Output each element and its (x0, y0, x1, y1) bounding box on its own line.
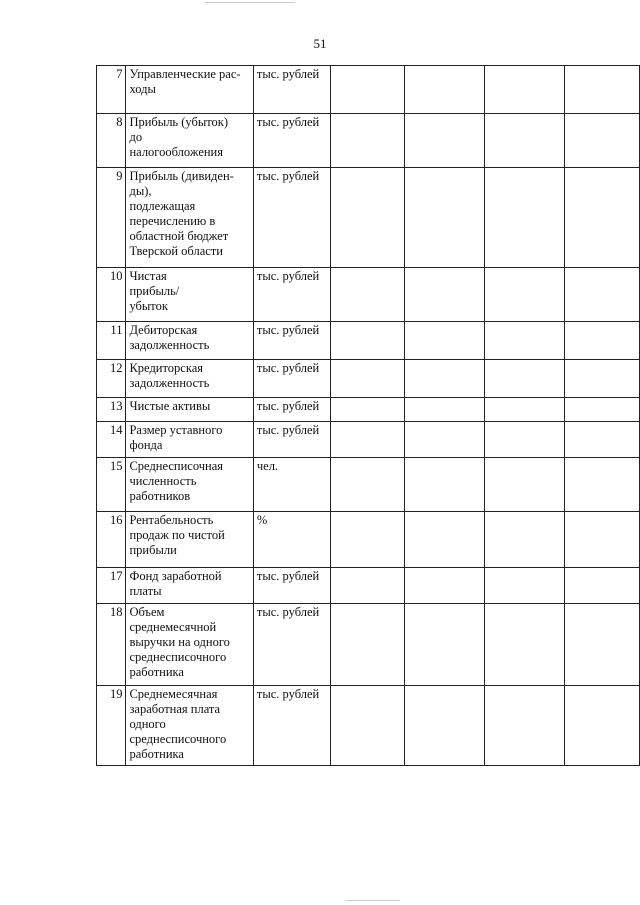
value-cell (485, 268, 565, 322)
value-cell (565, 268, 640, 322)
row-number: 13 (97, 398, 126, 422)
value-cell (405, 66, 485, 114)
row-number: 14 (97, 422, 126, 458)
unit-cell: тыс. рублей (253, 568, 330, 604)
unit-cell: тыс. рублей (253, 422, 330, 458)
table-row (97, 268, 640, 322)
indicator-name: Чистые активы (126, 398, 253, 422)
indicator-name: Прибыль (дивиден- ды), подлежащая перечислению в областной бюджет Тверской области (126, 168, 253, 268)
value-cell (330, 568, 405, 604)
value-cell (405, 322, 485, 360)
value-cell (330, 458, 405, 512)
table-row (97, 604, 640, 686)
scan-artifact-top (205, 2, 295, 3)
value-cell (405, 458, 485, 512)
value-cell (405, 686, 485, 766)
scan-artifact-bottom (345, 900, 400, 901)
row-number: 11 (97, 322, 126, 360)
value-cell (565, 686, 640, 766)
value-cell (485, 168, 565, 268)
value-cell (405, 268, 485, 322)
table-row (97, 322, 640, 360)
value-cell (330, 114, 405, 168)
value-cell (565, 360, 640, 398)
indicator-name: Объем среднемесячной выручки на одного среднесписочного работника (126, 604, 253, 686)
indicator-name: Дебиторская задолженность (126, 322, 253, 360)
value-cell (405, 114, 485, 168)
indicator-name: Среднесписочная численность работников (126, 458, 253, 512)
indicator-name: Рентабельность продаж по чистой прибыли (126, 512, 253, 568)
table-row (97, 422, 640, 458)
indicator-name: Фонд заработной платы (126, 568, 253, 604)
table-row (97, 66, 640, 114)
indicators-table (96, 65, 640, 766)
table-row (97, 568, 640, 604)
table-row (97, 458, 640, 512)
unit-cell: % (253, 512, 330, 568)
unit-cell: тыс. рублей (253, 114, 330, 168)
value-cell (405, 398, 485, 422)
value-cell (565, 168, 640, 268)
value-cell (485, 322, 565, 360)
value-cell (485, 398, 565, 422)
value-cell (405, 512, 485, 568)
value-cell (330, 66, 405, 114)
unit-cell: тыс. рублей (253, 168, 330, 268)
row-number: 17 (97, 568, 126, 604)
row-number: 12 (97, 360, 126, 398)
value-cell (330, 360, 405, 398)
unit-cell: тыс. рублей (253, 604, 330, 686)
value-cell (330, 268, 405, 322)
value-cell (405, 604, 485, 686)
value-cell (405, 168, 485, 268)
value-cell (405, 422, 485, 458)
row-number: 19 (97, 686, 126, 766)
indicator-name: Чистая прибыль/ убыток (126, 268, 253, 322)
value-cell (485, 568, 565, 604)
table-row (97, 168, 640, 268)
row-number: 18 (97, 604, 126, 686)
value-cell (405, 360, 485, 398)
value-cell (485, 686, 565, 766)
row-number: 8 (97, 114, 126, 168)
row-number: 16 (97, 512, 126, 568)
value-cell (405, 568, 485, 604)
unit-cell: тыс. рублей (253, 268, 330, 322)
unit-cell: тыс. рублей (253, 66, 330, 114)
unit-cell: чел. (253, 458, 330, 512)
value-cell (485, 360, 565, 398)
table-row (97, 686, 640, 766)
value-cell (565, 114, 640, 168)
table-row (97, 512, 640, 568)
value-cell (565, 568, 640, 604)
value-cell (330, 512, 405, 568)
value-cell (330, 422, 405, 458)
value-cell (330, 168, 405, 268)
value-cell (485, 512, 565, 568)
value-cell (485, 422, 565, 458)
value-cell (565, 322, 640, 360)
value-cell (485, 66, 565, 114)
unit-cell: тыс. рублей (253, 360, 330, 398)
indicator-name: Кредиторская задолженность (126, 360, 253, 398)
value-cell (485, 114, 565, 168)
indicator-name: Размер уставного фонда (126, 422, 253, 458)
value-cell (485, 458, 565, 512)
unit-cell: тыс. рублей (253, 322, 330, 360)
value-cell (565, 458, 640, 512)
table-row (97, 114, 640, 168)
value-cell (565, 422, 640, 458)
value-cell (565, 66, 640, 114)
value-cell (330, 686, 405, 766)
indicator-name: Управленческие рас- ходы (126, 66, 253, 114)
value-cell (330, 604, 405, 686)
table-row (97, 398, 640, 422)
row-number: 9 (97, 168, 126, 268)
value-cell (330, 322, 405, 360)
row-number: 7 (97, 66, 126, 114)
row-number: 10 (97, 268, 126, 322)
value-cell (485, 604, 565, 686)
indicator-name: Среднемесячная заработная плата одного среднесписочного работника (126, 686, 253, 766)
indicator-name: Прибыль (убыток) до налогообложения (126, 114, 253, 168)
value-cell (330, 398, 405, 422)
value-cell (565, 604, 640, 686)
table-row (97, 360, 640, 398)
unit-cell: тыс. рублей (253, 686, 330, 766)
value-cell (565, 398, 640, 422)
row-number: 15 (97, 458, 126, 512)
unit-cell: тыс. рублей (253, 398, 330, 422)
value-cell (565, 512, 640, 568)
page-number: 51 (313, 36, 327, 51)
